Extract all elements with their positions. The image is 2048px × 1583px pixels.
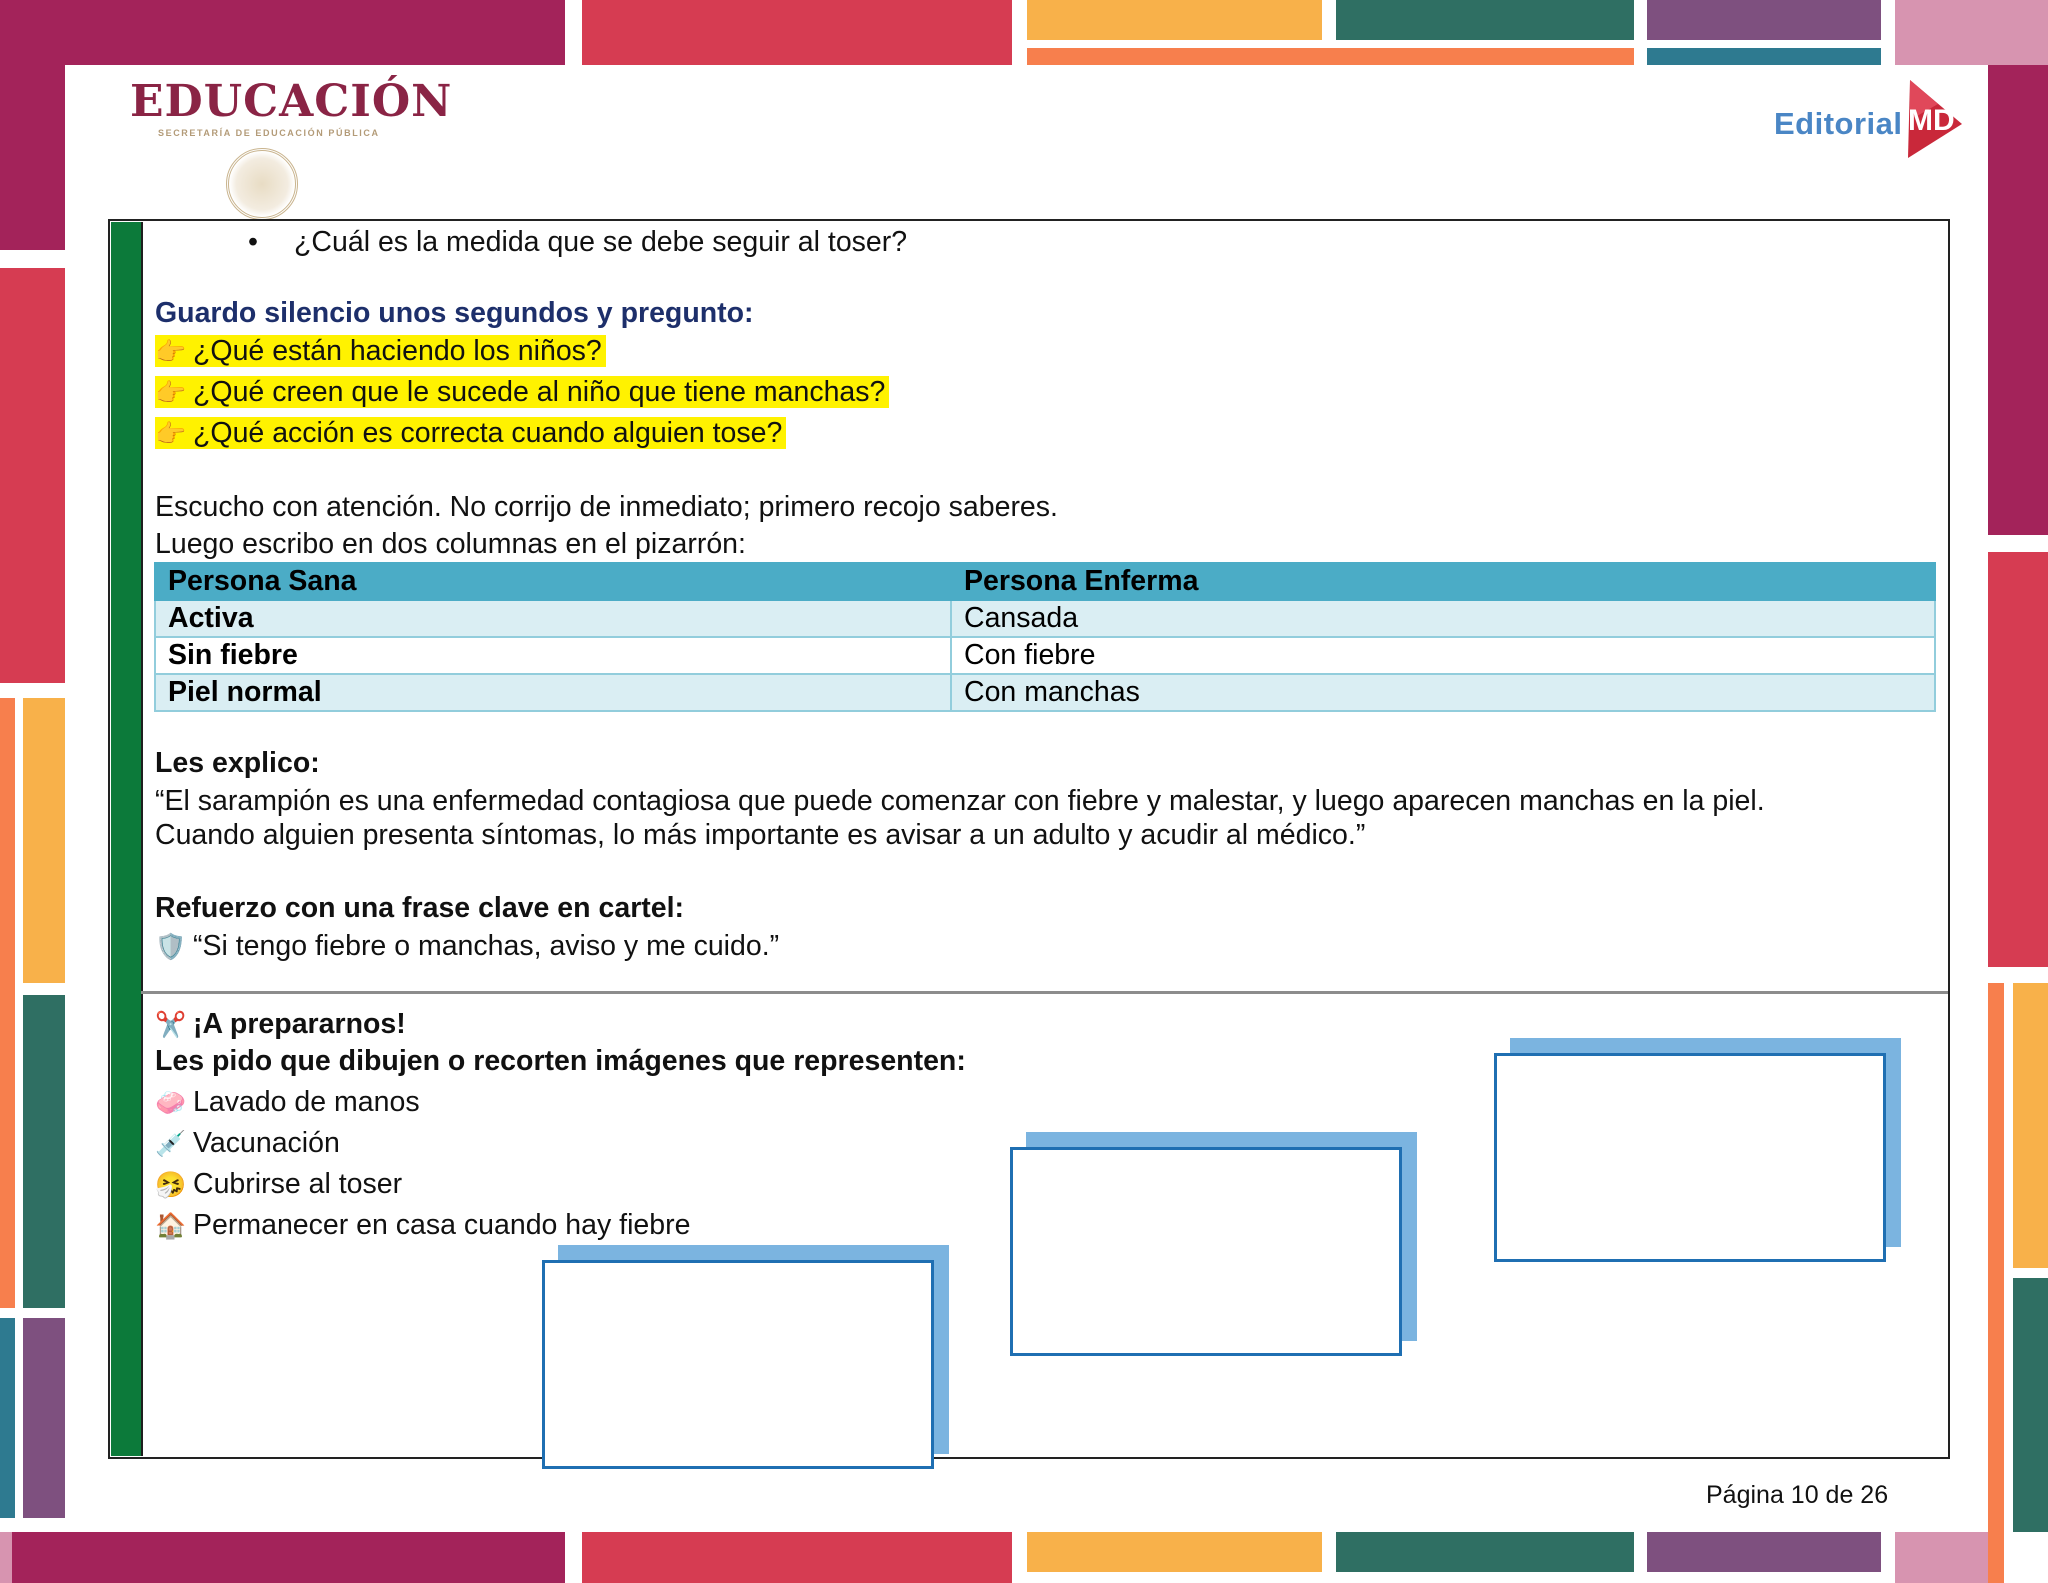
list-item: 🏠 Permanecer en casa cuando hay fiebre [155,1209,691,1241]
silence-heading: Guardo silencio unos segundos y pregunto: [155,297,754,329]
columns-line: Luego escribo en dos columnas en el pizarrón: [155,528,746,560]
shield-icon: 🛡️ [155,933,187,961]
image-placeholder-box[interactable] [542,1260,934,1469]
table-cell: Activa [155,600,951,637]
table-cell: Con manchas [951,674,1935,711]
border-block [1027,48,1634,65]
table-row [155,600,1935,637]
page-number: Página 10 de 26 [1706,1481,1889,1509]
list-item: 🤧 Cubrirse al toser [155,1168,403,1200]
table-cell: Sin fiebre [155,637,951,674]
question-item: 👉 ¿Qué creen que le sucede al niño que tiene manchas? [155,375,889,410]
soap-icon: 🧼 [155,1089,187,1117]
list-item: 💉 Vacunación [155,1127,340,1159]
border-block [582,0,1012,65]
explain-line: “El sarampión es una enfermedad contagiosa que puede comenzar con fiebre y malestar, y luego aparecen manchas en la piel. [155,785,1765,817]
border-block [0,268,65,683]
syringe-icon: 💉 [155,1130,187,1158]
border-block [1027,0,1322,40]
border-block [1336,1532,1634,1572]
border-block [0,698,15,1308]
border-block [12,1532,565,1583]
border-block [1027,1532,1322,1572]
sep-logo-title: EDUCACIÓN [130,76,453,127]
border-block [1647,1532,1881,1572]
house-icon: 🏠 [155,1212,187,1240]
border-block [1988,65,2048,535]
question-item: 👉 ¿Qué acción es correcta cuando alguien tose? [155,416,786,451]
border-block [1988,0,2048,65]
coat-of-arms-seal-icon [226,148,298,220]
border-block [2013,983,2048,1268]
table-cell: Cansada [951,600,1935,637]
image-placeholder-box[interactable] [1494,1053,1886,1262]
sep-logo-subtitle: SECRETARÍA DE EDUCACIÓN PÚBLICA [158,128,380,138]
scissors-icon: ✂️ [155,1011,187,1039]
explain-heading: Les explico: [155,747,320,779]
pointing-hand-icon: 👉 [155,379,187,407]
prepare-heading: ✂️ ¡A prepararnos! [155,1008,406,1040]
md-triangle-icon [1898,80,1962,160]
table-header-cell: Persona Sana [155,563,951,600]
question-item: 👉 ¿Qué están haciendo los niños? [155,334,606,369]
bullet-question: • ¿Cuál es la medida que se debe seguir al toser? [248,226,908,258]
list-item: 🧼 Lavado de manos [155,1086,420,1118]
section-divider [141,991,1948,994]
border-block [0,0,565,65]
image-placeholder-box[interactable] [1010,1147,1402,1356]
sep-logo [130,78,452,138]
border-block [1988,552,2048,967]
table-cell: Con fiebre [951,637,1935,674]
border-block [582,1532,1012,1583]
border-block [0,0,65,250]
border-block [1336,0,1634,40]
border-block [1895,1532,1988,1583]
border-block [2013,1278,2048,1532]
pointing-hand-icon: 👉 [155,338,187,366]
border-block [23,698,65,983]
pointing-hand-icon: 👉 [155,420,187,448]
border-block [1988,983,2004,1583]
reinforce-heading: Refuerzo con una frase clave en cartel: [155,892,685,924]
prepare-instruction: Les pido que dibujen o recorten imágenes que representen: [155,1045,966,1077]
frame-accent-bar [111,222,143,1456]
border-block [23,995,65,1308]
table-row [155,674,1935,711]
bullet-icon: • [248,226,258,258]
table-cell: Piel normal [155,674,951,711]
border-block [23,1318,65,1518]
border-block [0,1318,15,1518]
key-phrase: 🛡️ “Si tengo fiebre o manchas, aviso y me cuido.” [155,930,780,962]
svg-text:MD: MD [1908,104,1955,137]
listen-line: Escucho con atención. No corrijo de inmediato; primero recojo saberes. [155,491,1058,523]
explain-line: Cuando alguien presenta síntomas, lo más importante es avisar a un adulto y acudir al médico.” [155,819,1366,851]
table-header-row [155,563,1935,600]
table-row [155,637,1935,674]
editorial-md-logo [1772,80,1972,160]
sneezing-face-icon: 🤧 [155,1171,187,1199]
border-block [1647,48,1881,65]
table-header-cell: Persona Enferma [951,563,1935,600]
health-comparison-table [154,562,1936,712]
editorial-logo-text: Editorial [1774,106,1903,141]
border-block [1647,0,1881,40]
